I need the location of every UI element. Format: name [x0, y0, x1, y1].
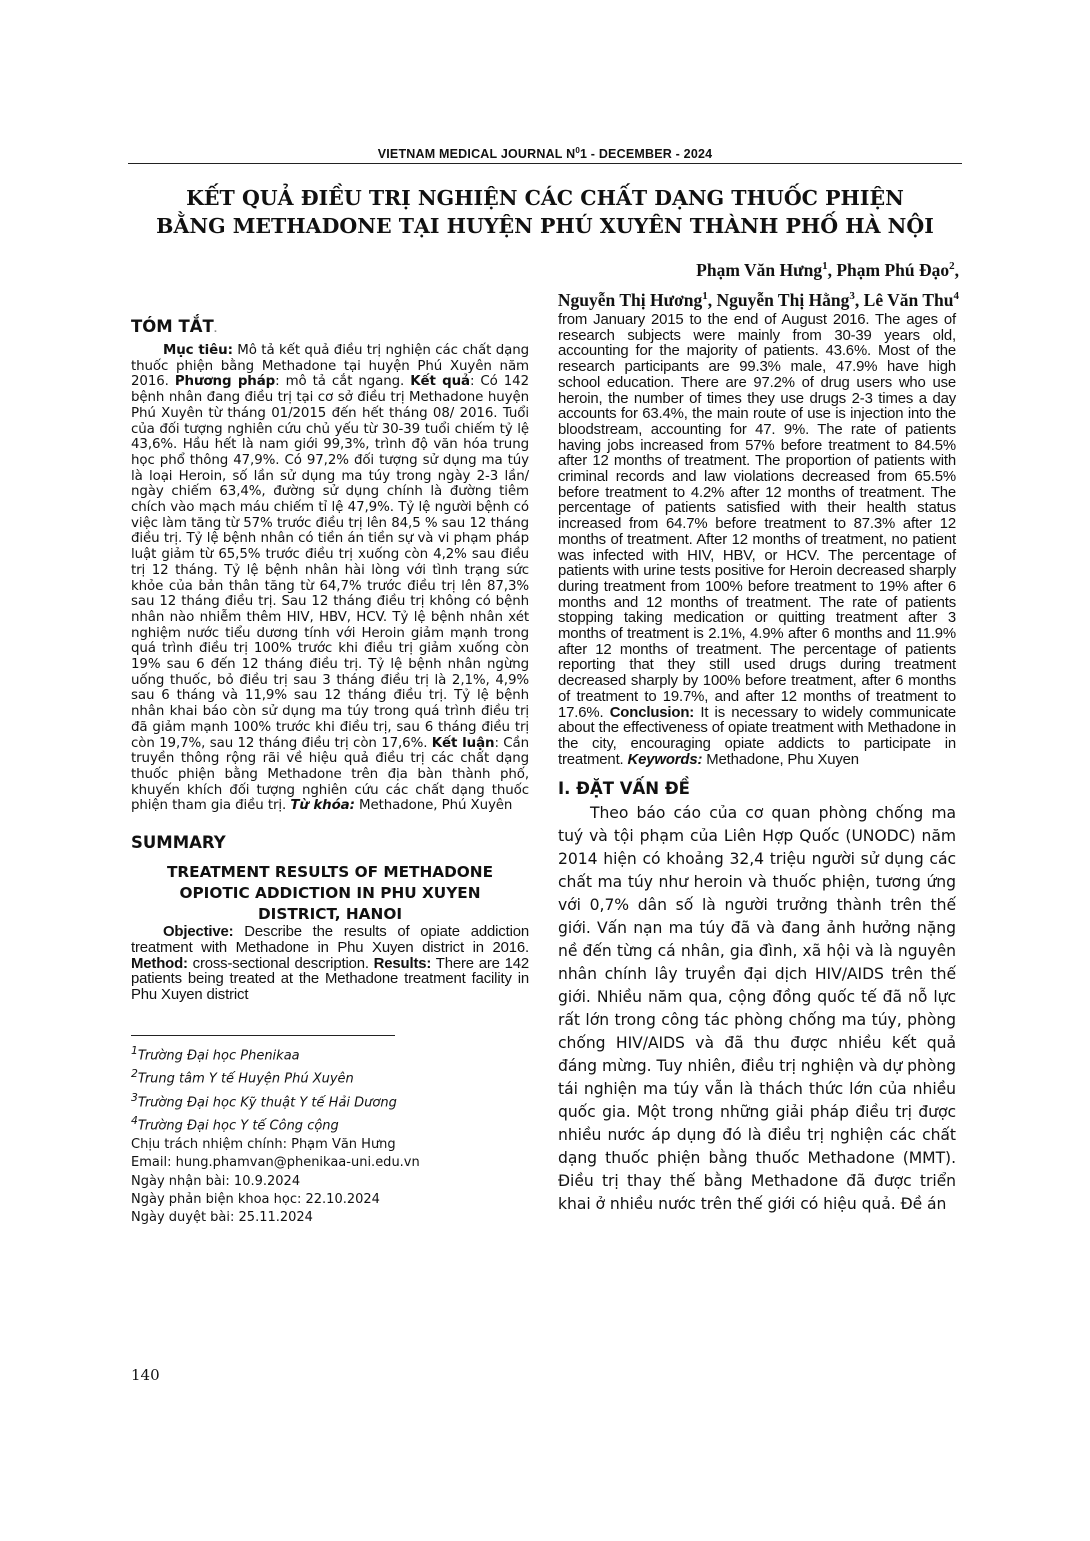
reviewed-date: Ngày phản biện khoa học: 22.10.2024 — [131, 1192, 380, 1207]
author-list — [558, 253, 959, 313]
author-affiliation: 3 — [849, 289, 855, 302]
author-affiliation: 4 — [953, 289, 959, 302]
author-name: Nguyễn Thị Hương — [557, 289, 703, 310]
english-title: TREATMENT RESULTS OF METHADONE OPIOTIC ADDICTION IN PHU XUYEN DISTRICT, HANOI — [166, 863, 494, 924]
received-date: Ngày nhận bài: 10.9.2024 — [131, 1173, 301, 1189]
author-affiliation: 1 — [702, 289, 708, 302]
header-divider — [128, 163, 962, 164]
journal-header: VIETNAM MEDICAL JOURNAL $N^01$ - DECEMBER - 2024 — [377, 146, 713, 162]
left-column — [131, 316, 529, 1228]
author-name: Phạm Văn Hưng — [696, 259, 823, 280]
title-line-1: KẾT QUẢ ĐIỀU TRỊ NGHIỆN CÁC CHẤT DẠNG THUỐC PHIỆN — [186, 186, 904, 210]
article-title — [128, 184, 962, 240]
affiliation-footnote: $^1$Trường Đại học Phenikaa — [131, 1043, 300, 1063]
author-line-2: Nguyễn Thị Hương$^1$, Nguyễn Thị Hằng$^3$, Lê Văn Thu$^4$ — [557, 289, 959, 310]
corresponding-author: Chịu trách nhiệm chính: Phạm Văn Hưng — [131, 1137, 396, 1153]
author-name: Nguyễn Thị Hằng — [716, 289, 850, 310]
right-column — [558, 313, 956, 1216]
section-1-body: Theo báo cáo của cơ quan phòng chống ma tuý và tội phạm của Liên Hợp Quốc (UNODC) năm 2014 hiện có khoảng 32,4 triệu người sử dụng các chất ma túy như heroin và thuốc phiện, tương ứng với 0,7% dân số là người trưởng thành trên thế giới. Vấn nạn ma túy đã và đang ảnh hưởng nặng nề đến từng cá nhân, gia đình, xã hội và là nguyên nhân chính lây truyền đại dịch HIV/AIDS trên thế giới. Nhiều năm qua, cộng đồng quốc tế đã nỗ lực rất lớn trong công tác phòng chống ma túy, phòng chống HIV/AIDS và đã thu được nhiều kết quả đáng mừng. Tuy nhiên, điều trị nghiện và dự phòng tái nghiện ma túy vẫn là thách thức lớn của nhiều quốc gia. Một trong những giải pháp điều trị được nhiều nước áp dụng đó là điều trị nghiện các chất dạng thuốc phiện bằng thuốc Methadone (MMT). Điều trị thay thế bằng Methadone đã được triển khai ở nhiều nước trên thế giới có hiệu quả. Đề án — [558, 804, 956, 1214]
affiliation-footnote: $^4$Trường Đại học Y tế Công cộng — [131, 1114, 339, 1134]
section-1-heading: I. ĐẶT VẤN ĐỀ — [558, 779, 690, 799]
vn-abstract-heading: TÓM TẮT. — [131, 317, 218, 336]
summary-heading: SUMMARY — [131, 833, 226, 853]
affiliation-footnote: $^2$Trung tâm Y tế Huyện Phú Xuyên — [131, 1067, 354, 1087]
en-abstract-body-part1: Objective: Describe the results of opiate addiction treatment with Methadone in Phu Xuyen district in 2016. Method: cross-sectional description. Results: There are 142 patients being treated at the Methadone treatment facility in Phu Xuyen district — [131, 924, 529, 1003]
email-line: Email: hung.phamvan@phenikaa-uni.edu.vn — [131, 1155, 420, 1171]
affiliation-footnote: $^3$Trường Đại học Kỹ thuật Y tế Hải Dương — [131, 1090, 397, 1111]
accepted-date: Ngày duyệt bài: 25.11.2024 — [131, 1210, 313, 1226]
author-name: Phạm Phú Đạo — [836, 259, 950, 280]
page-number: 140 — [131, 1366, 160, 1384]
author-affiliation: 2 — [949, 260, 955, 272]
author-line-1: Phạm Văn Hưng$^1$, Phạm Phú Đạo$^2$, — [696, 259, 959, 280]
en-abstract-body-part2: from January 2015 to the end of August 2016. The ages of research subjects were mainly from 30-39 years old, accounting for the majority of patients. 43.6%. Most of the research participants are 99.3% male, 47.9% have high school education. There are 97.2% of drug users who use heroin, the number of times they use drugs 2-3 times a day accounts for 63.4%, the main route of use is injection into the bloodstream, accounting for 47. 9%. The rate of patients having jobs increased from 57% before treatment to 84.5% after 12 months of treatment. The proportion of patients with criminal records and law violations decreased from 65.5% before treatment to 4.2% after 12 months of treatment. The percentage of patients satisfied with their health status increased from 64.7% before treatment to 87.3% after 12 months of treatment. After 12 months of treatment, no patient was infected with HIV, HBV, or HCV. The percentage of patients with urine tests positive for Heroin decreased sharply during treatment from 100% before treatment to 19% after 6 months and 12 months of treatment. The rate of patients stopping taking medication or quitting treatment after 3 months of treatment is 2.1%, 4.9% after 6 months and 11.9% after 12 months of treatment. The percentage of patients reporting that they still used drugs during treatment decreased sharply by 100% before treatment, after 6 months of treatment to 19.7%, and after 12 months of treatment to 17.6%. Conclusion: It is necessary to widely communicate about the effectiveness of opiate treatment with Methadone in the city, encouraging opiate addicts to participate in treatment. Keywords: Methadone, Phu Xuyen — [558, 312, 956, 768]
title-line-2: BẰNG METHADONE TẠI HUYỆN PHÚ XUYÊN THÀNH PHỐ HÀ NỘI — [156, 214, 934, 238]
footnote-divider — [131, 1035, 395, 1036]
author-name: Lê Văn Thu — [863, 289, 954, 310]
vn-abstract-body: Mục tiêu: Mô tả kết quả điều trị nghiện các chất dạng thuốc phiện bằng Methadone tại huyện Phú Xuyên năm 2016. Phương pháp: mô tả cắt ngang. Kết quả: Có 142 bệnh nhân đang điều trị tại cơ sở điều trị Methadone huyện Phú Xuyên từ tháng 01/2015 đến hết tháng 08/ 2016. Tuổi của đối tượng nghiên cứu chủ yếu từ 30-39 tuổi chiếm tỷ lệ 43,6%. Hầu hết là nam giới 99,3%, trình độ văn hóa trung học phổ thông 47,9%. Có 97,2% đối tượng sử dụng ma túy là loại Heroin, số lần sử dụng ma túy trong ngày 2-3 lần/ ngày chiếm 63,4%, đường sử dụng chính là đường tiêm chích vào mạch máu chiếm tỉ lệ 47,9%. Tỷ lệ người bệnh có việc làm tăng từ 57% trước điều trị lên 84,5 % sau 12 tháng điều trị. Tỷ lệ bệnh nhân có tiền án tiền sự và vi phạm pháp luật giảm từ 65,5% trước điều trị xuống còn 4,2% sau điều trị 12 tháng. Tỷ lệ bệnh nhân hài lòng với tình trạng sức khỏe của bản thân tăng từ 64,7% trước điều trị lên 87,3% sau 12 tháng điều trị. Sau 12 tháng điều trị không có bệnh nhân nào nhiễm thêm HIV, HBV, HCV. Tỷ lệ bệnh nhân xét nghiệm nước tiểu dương tính với Heroin giảm mạnh trong quá trình điều trị 100% trước khi điều trị giảm xuống còn 19% sau 6 đến 12 tháng điều trị. Tỷ lệ bệnh nhân ngừng uống thuốc, bỏ điều trị sau 3 tháng điều trị là 2,1%, 4,9% sau 6 tháng và 11,9% sau 12 tháng điều trị. Tỷ lệ bệnh nhân khai báo còn sử dụng ma túy trong quá trình điều trị đã giảm mạnh 100% trước khi điều trị, sau 6 tháng điều trị còn 19,7%, sau 12 tháng điều trị còn 17,6%. Kết luận: Cần truyền thông rộng rãi về hiệu quả điều trị các chất dạng thuốc phiện bằng Methadone trên địa bàn thành phố, khuyến khích đối tượng nghiên cứu các chất dạng thuốc phiện tham gia điều trị. Từ khóa: Methadone, Phú Xuyên — [131, 343, 529, 814]
author-affiliation: 1 — [822, 260, 828, 272]
